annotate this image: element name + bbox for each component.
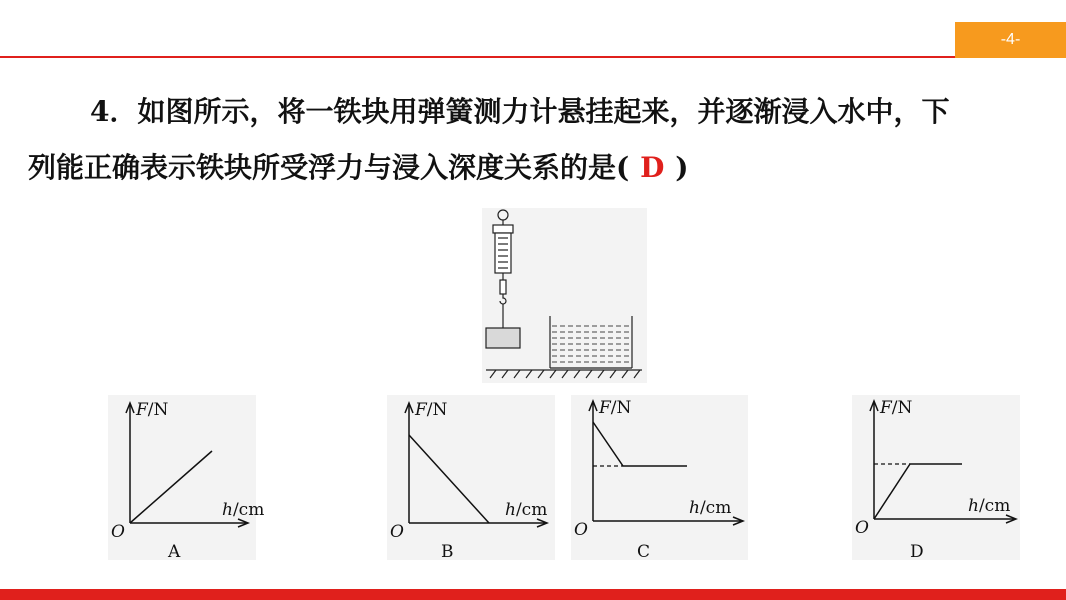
apparatus-illustration	[482, 208, 647, 383]
svg-text:F/N	[598, 398, 632, 418]
graph-d-x-var: h	[968, 496, 979, 516]
graph-c-option-label: C	[637, 542, 651, 562]
question-line-1: 如图所示，将一铁块用弹簧测力计悬挂起来，并逐渐浸入水中，下	[137, 95, 950, 128]
graph-option-c[interactable]	[571, 395, 748, 560]
question-text	[28, 84, 1048, 196]
svg-text:F/N	[414, 400, 448, 420]
svg-text:F/N	[879, 398, 913, 418]
graph-b-option-label: B	[441, 542, 454, 562]
graph-d-curve	[874, 464, 962, 519]
graph-d-y-unit: /N	[891, 398, 913, 418]
graph-c-x-var: h	[689, 498, 700, 518]
graph-d-y-var: F	[880, 398, 892, 418]
graph-option-b[interactable]	[387, 395, 555, 560]
header-rule	[0, 56, 1066, 58]
question-number: 4	[90, 95, 110, 128]
graph-b-y-var: F	[415, 400, 427, 420]
graph-option-d[interactable]	[852, 395, 1020, 560]
page-number-tab	[955, 22, 1066, 58]
graph-a-curve	[130, 451, 212, 523]
page-number-label: -4-	[1000, 31, 1021, 48]
question-dot: ．	[109, 95, 138, 128]
graph-c-y-var: F	[599, 398, 611, 418]
paren-close: )	[675, 151, 689, 184]
graph-a-x-var: h	[222, 500, 233, 520]
graph-c-x-unit: /cm	[699, 498, 732, 518]
answer-letter: D	[640, 151, 665, 184]
graph-a-origin: O	[111, 522, 125, 542]
graph-a-y-var: F	[136, 400, 148, 420]
graph-b-x-unit: /cm	[515, 500, 548, 520]
graph-option-a[interactable]	[108, 395, 265, 562]
svg-text:h/cm	[968, 496, 1010, 516]
graph-a-y-unit: /N	[147, 400, 169, 420]
graph-c-origin: O	[574, 520, 588, 540]
footer-bar	[0, 589, 1066, 600]
svg-text:h/cm	[689, 498, 731, 518]
graph-d-option-label: D	[910, 542, 924, 562]
graph-d-origin: O	[855, 518, 869, 538]
svg-text:h/cm	[505, 500, 547, 520]
graph-b-x-var: h	[505, 500, 516, 520]
paren-open: (	[616, 151, 630, 184]
graph-b-y-unit: /N	[426, 400, 448, 420]
svg-text:F/N	[135, 400, 169, 420]
iron-block-icon	[486, 328, 520, 348]
graph-d-x-unit: /cm	[978, 496, 1011, 516]
question-line-2: 列能正确表示铁块所受浮力与浸入深度关系的是	[28, 151, 617, 184]
graph-c-curve	[593, 422, 687, 466]
svg-text:h/cm	[222, 500, 264, 520]
graph-c-y-unit: /N	[610, 398, 632, 418]
graph-a-x-unit: /cm	[232, 500, 265, 520]
graph-b-curve	[409, 435, 489, 523]
graph-b-origin: O	[390, 522, 404, 542]
graph-a-option-label: A	[168, 542, 181, 562]
